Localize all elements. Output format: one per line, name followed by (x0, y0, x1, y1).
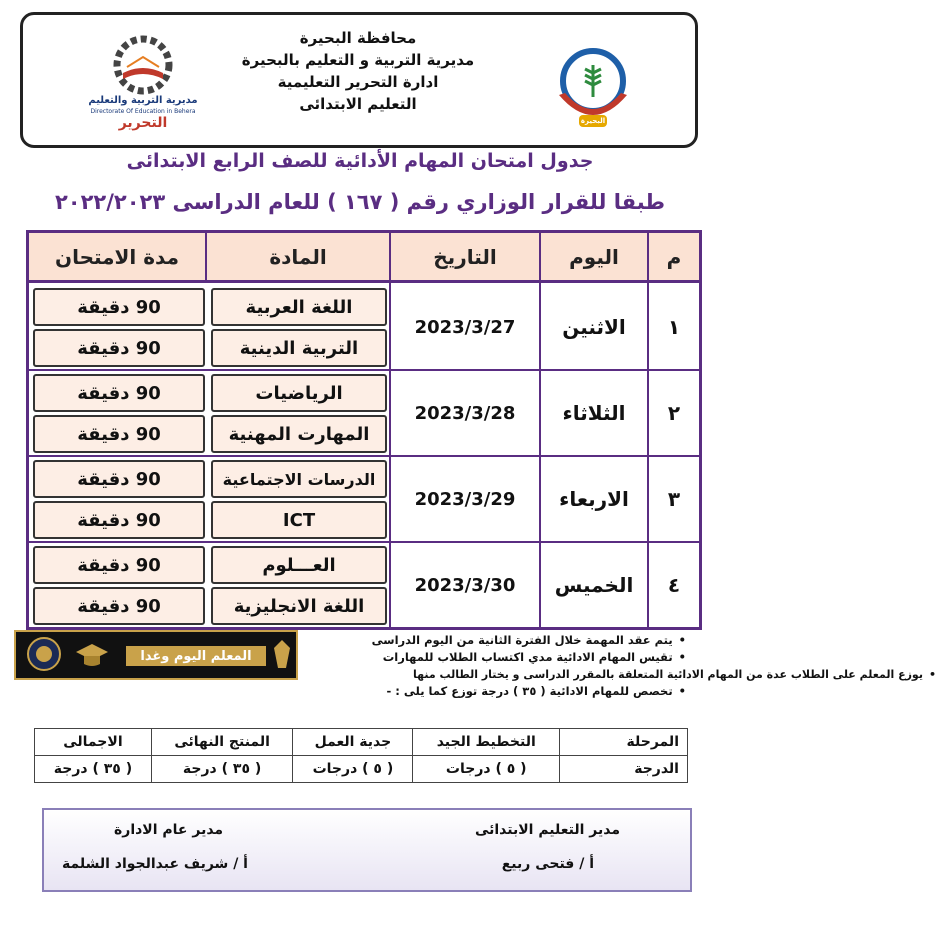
row-date: 2023/3/27 (414, 316, 516, 338)
schedule-title: جدول امتحان المهام الأدائية للصف الرابع الابتدائى (126, 150, 594, 172)
primary-director-name: أ / فتحى ربيع (501, 856, 594, 872)
general-director-title: مدير عام الادارة (114, 822, 224, 838)
grades-cell: المنتج النهائى (151, 729, 293, 756)
row-day: الاثنين (562, 315, 626, 339)
subject-cell: الرياضيات (211, 374, 387, 412)
exam-schedule-table (26, 230, 702, 630)
grades-cell: جدية العمل (293, 729, 413, 756)
education-directorate-logo (83, 33, 203, 133)
grades-cell: التخطيط الجيد (413, 729, 560, 756)
row-date: 2023/3/29 (414, 488, 516, 510)
grades-cell: الاجمالى (35, 729, 152, 756)
behera-logo (543, 35, 643, 135)
row-day: الخميس (554, 573, 634, 597)
graduation-cap-icon (72, 634, 112, 674)
grades-values-row (35, 756, 688, 783)
row-num: ١ (667, 315, 681, 339)
decree-subtitle: طبقا للقرار الوزاري رقم ( ١٦٧ ) للعام الدراسى ٢٠٢٢/٢٠٢٣ (54, 190, 666, 214)
grades-cell: الدرجة (560, 756, 688, 783)
administration-line: ادارة التحرير التعليمية (277, 73, 439, 91)
note-item: • تخصص للمهام الادائية ( ٣٥ ) درجة توزع كما يلى : - (280, 683, 686, 700)
note-item: • يتم عقد المهمة خلال الفترة الثانية من اليوم الدراسى (280, 632, 686, 649)
header-box (20, 12, 698, 148)
header-duration: مدة الامتحان (29, 233, 207, 283)
subject-cell: التربية الدينية (211, 329, 387, 367)
signatures-box (42, 808, 692, 892)
row-num: ٣ (667, 487, 681, 511)
header-day: اليوم (541, 233, 649, 283)
grades-cell: ( ٥ ) درجات (293, 756, 413, 783)
teacher-banner (14, 630, 298, 680)
duration-cell: 90 دقيقة (33, 415, 205, 453)
duration-cell: 90 دقيقة (33, 374, 205, 412)
grades-header-row (35, 729, 688, 756)
subject-cell: اللغة الانجليزية (211, 587, 387, 625)
subject-cell: ICT (211, 501, 387, 539)
header-num: م (649, 233, 699, 283)
directorate-line: مديرية التربية و التعليم بالبحيرة (241, 51, 475, 69)
header-lines (203, 27, 513, 115)
general-director-name: أ / شريف عبدالجواد الشلمة (62, 856, 248, 872)
grades-cell: ( ٥ ) درجات (413, 756, 560, 783)
governorate-line: محافظة البحيرة (299, 29, 417, 47)
row-day: الاربعاء (559, 487, 629, 511)
row-num: ٤ (667, 573, 681, 597)
banner-text: المعلم اليوم وغدا (126, 646, 266, 666)
logo-left-name: التحرير (118, 115, 168, 131)
note-item: • يوزع المعلم على الطلاب عدة من المهام الادائية المتعلقة بالمقرر الدراسى و يختار الطالب منها (280, 666, 936, 683)
header-subject: المادة (207, 233, 391, 283)
teacher-logo-icon (24, 634, 64, 674)
row-date: 2023/3/28 (414, 402, 516, 424)
row-day: الثلاثاء (562, 401, 626, 425)
duration-cell: 90 دقيقة (33, 460, 205, 498)
grades-table (34, 728, 688, 783)
subject-cell: المهارت المهنية (211, 415, 387, 453)
grades-cell: ( ٣٥ ) درجة (151, 756, 293, 783)
grades-cell: ( ٣٥ ) درجة (35, 756, 152, 783)
grades-cell: المرحلة (560, 729, 688, 756)
logo-left-ar: مديرية التربية والتعليم (88, 95, 198, 106)
duration-cell: 90 دقيقة (33, 501, 205, 539)
note-item: • تقيس المهام الادائية مدي اكتساب الطلاب للمهارات (280, 649, 686, 666)
subject-cell: اللغة العربية (211, 288, 387, 326)
primary-director-title: مدير التعليم الابتدائى (474, 822, 620, 838)
duration-cell: 90 دقيقة (33, 546, 205, 584)
stage-line: التعليم الابتدائى (299, 95, 417, 113)
header-date: التاريخ (391, 233, 541, 283)
notes-list (280, 632, 923, 700)
duration-cell: 90 دقيقة (33, 288, 205, 326)
behera-logo-name: البحيرة (580, 117, 606, 125)
row-num: ٢ (667, 401, 681, 425)
subject-cell: الدرسات الاجتماعية (211, 460, 387, 498)
duration-cell: 90 دقيقة (33, 587, 205, 625)
subject-cell: العـــلوم (211, 546, 387, 584)
duration-cell: 90 دقيقة (33, 329, 205, 367)
logo-left-en: Directorate Of Education in Behera (90, 108, 196, 115)
row-date: 2023/3/30 (414, 574, 516, 596)
